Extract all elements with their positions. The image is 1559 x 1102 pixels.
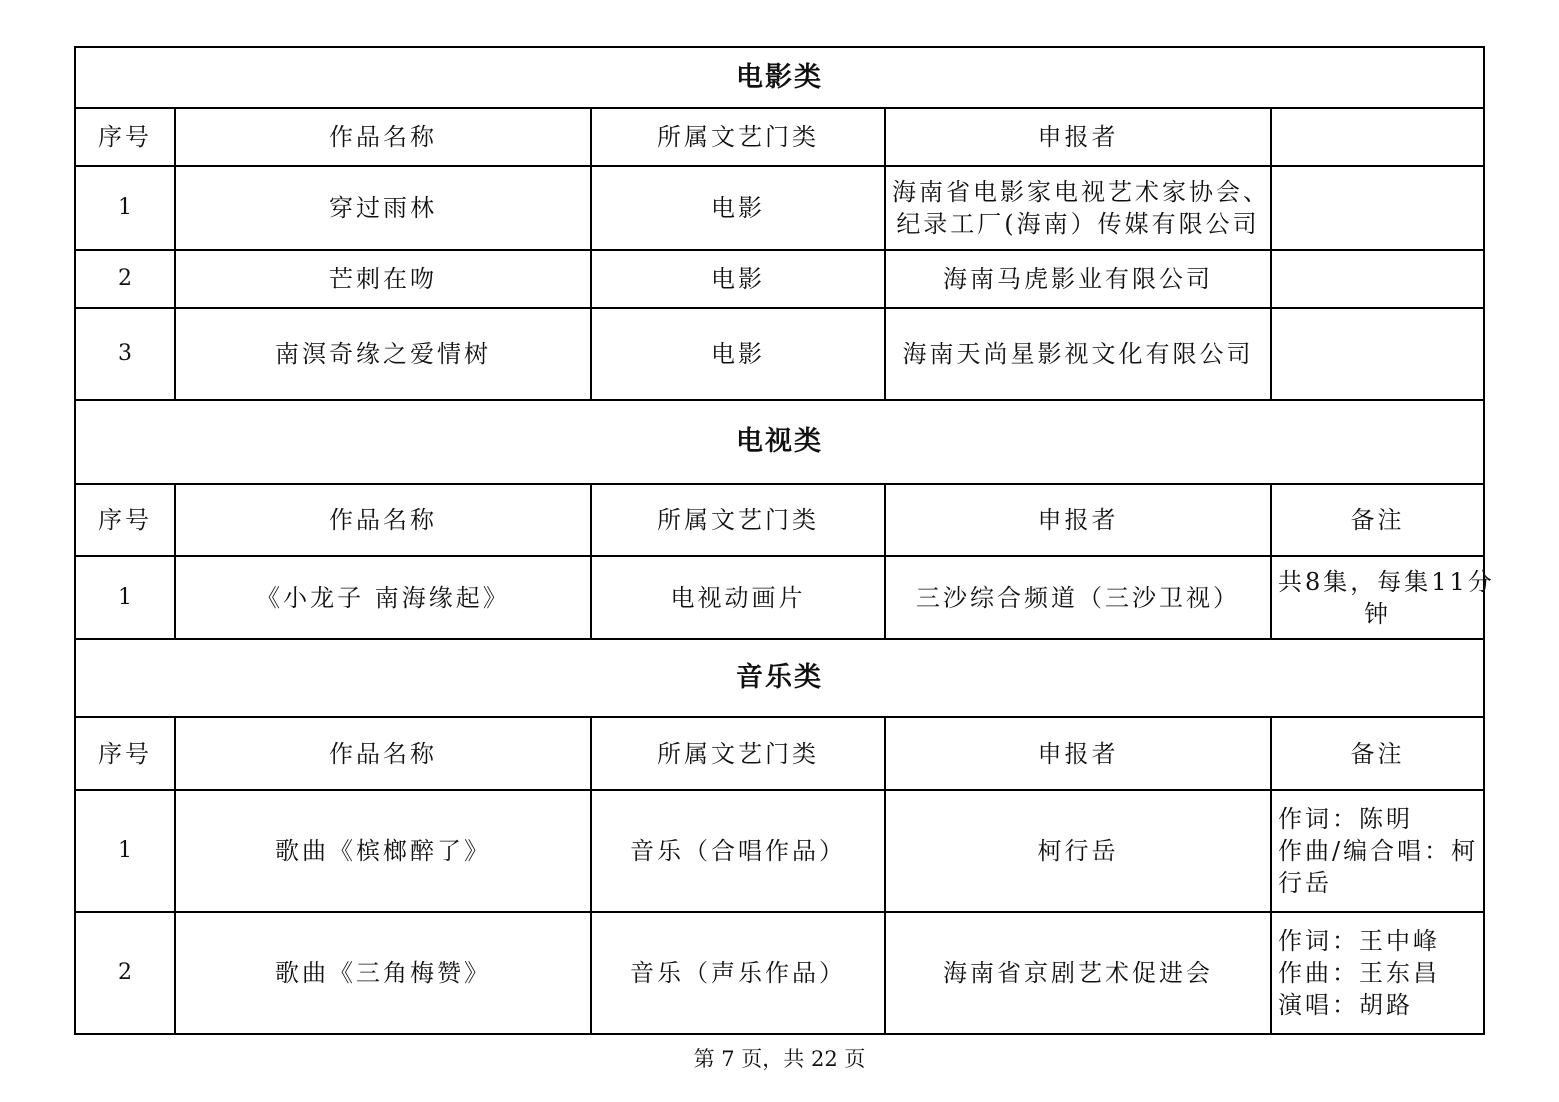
row-number: 1 [75,166,175,250]
header-name: 作品名称 [175,717,591,790]
remark-line: 作曲/编合唱：柯 [1278,837,1479,865]
work-remark [1271,556,1495,639]
work-applicant: 海南省京剧艺术促进会 [885,912,1271,1034]
table-row [75,250,1484,308]
remark-line: 钟 [1364,599,1392,628]
header-row-film [75,108,1484,166]
work-name: 《小龙子 南海缘起》 [175,556,591,639]
section-row-tv [75,400,1484,484]
section-row-music [75,639,1484,717]
work-name: 歌曲《三角梅赞》 [175,912,591,1034]
table-row [75,912,1484,1034]
header-category: 所属文艺门类 [591,717,885,790]
header-name: 作品名称 [175,484,591,556]
header-category: 所属文艺门类 [591,108,885,166]
row-number: 1 [75,556,175,639]
header-applicant: 申报者 [885,717,1271,790]
section-title-film: 电影类 [75,47,1484,108]
table-row [75,166,1484,250]
header-remark-empty [1271,108,1484,166]
work-name: 芒刺在吻 [175,250,591,308]
header-applicant: 申报者 [885,484,1271,556]
work-applicant: 海南马虎影业有限公司 [885,250,1271,308]
header-seq: 序号 [75,484,175,556]
work-applicant [885,166,1271,250]
remark-line: 行岳 [1278,869,1332,897]
work-remark [1271,912,1484,1034]
work-remark [1271,308,1484,400]
row-number: 2 [75,250,175,308]
remark-line: 演唱：胡路 [1278,991,1413,1019]
table-row [75,790,1484,912]
remark-line: 作词：王中峰 [1278,927,1440,955]
applicant-line: 纪录工厂(海南）传媒有限公司 [896,210,1260,238]
remark-line: 作曲：王东昌 [1278,959,1440,987]
work-name: 歌曲《槟榔醉了》 [175,790,591,912]
row-number: 2 [75,912,175,1034]
header-row-music [75,717,1484,790]
work-name: 南溟奇缘之爱情树 [175,308,591,400]
header-remark: 备注 [1271,717,1484,790]
work-applicant: 柯行岳 [885,790,1271,912]
header-category: 所属文艺门类 [591,484,885,556]
work-remark [1271,250,1484,308]
remark-line: 共8集，每集11分 [1278,567,1495,596]
work-applicant: 海南天尚星影视文化有限公司 [885,308,1271,400]
row-number: 3 [75,308,175,400]
header-row-tv [75,484,1484,556]
work-name: 穿过雨林 [175,166,591,250]
table-row [75,308,1484,400]
work-applicant: 三沙综合频道（三沙卫视） [885,556,1271,639]
applicant-line: 海南省电影家电视艺术家协会、 [892,178,1270,206]
work-category: 电影 [591,308,885,400]
header-name: 作品名称 [175,108,591,166]
remark-line: 作词：陈明 [1278,805,1413,833]
page-footer: 第 7 页，共 22 页 [693,1047,866,1071]
section-title-tv: 电视类 [75,400,1484,484]
header-seq: 序号 [75,717,175,790]
section-row-film [75,47,1484,108]
row-number: 1 [75,790,175,912]
work-remark [1271,790,1484,912]
work-category: 电影 [591,166,885,250]
work-category: 电影 [591,250,885,308]
work-remark [1271,166,1484,250]
header-seq: 序号 [75,108,175,166]
work-category: 音乐（声乐作品） [591,912,885,1034]
header-remark: 备注 [1271,484,1484,556]
header-applicant: 申报者 [885,108,1271,166]
work-category: 音乐（合唱作品） [591,790,885,912]
section-title-music: 音乐类 [75,639,1484,717]
work-category: 电视动画片 [591,556,885,639]
works-table [74,46,1495,1035]
table-row [75,556,1484,639]
